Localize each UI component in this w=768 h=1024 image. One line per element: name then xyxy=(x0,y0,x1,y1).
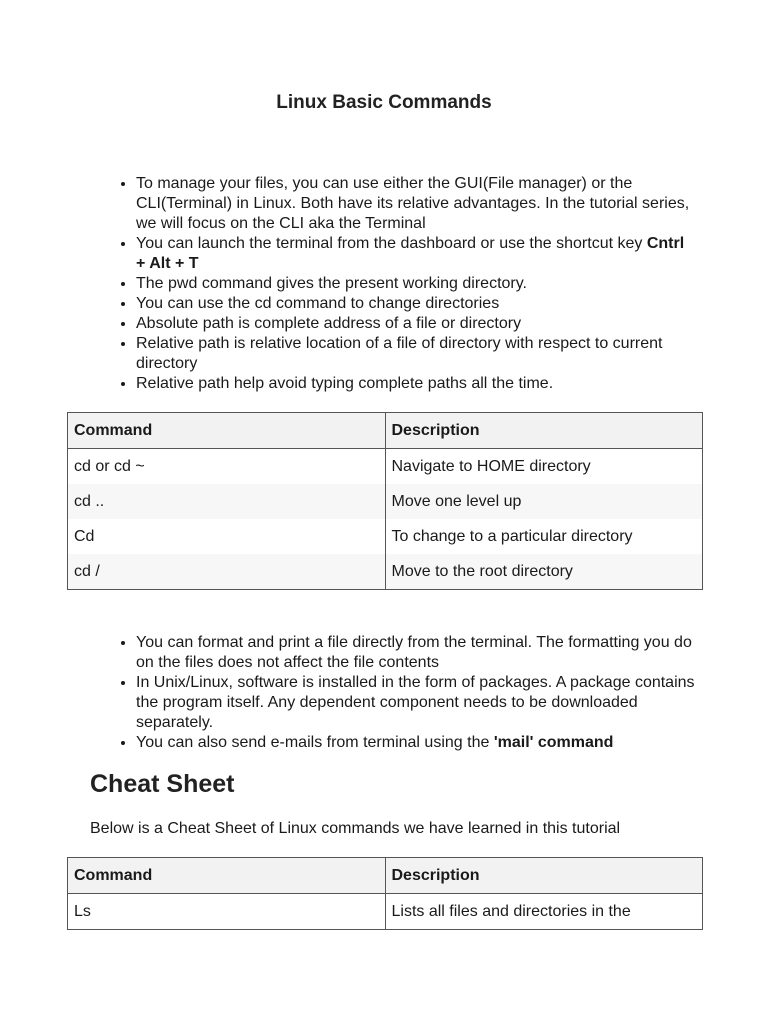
column-header-description: Description xyxy=(385,858,703,894)
tips-bullet-list xyxy=(110,633,696,753)
command-cell: cd or cd ~ xyxy=(68,449,386,485)
list-item: • To manage your files, you can use either the GUI(File manager) or the CLI(Terminal) in Linux. Both have its relative advantages. In the tutorial series, we will focus on the CLI aka the Terminal xyxy=(136,174,696,234)
table-header-row xyxy=(68,858,703,894)
command-cell: Ls xyxy=(68,894,386,930)
description-cell: Move to the root directory xyxy=(385,554,703,590)
column-header-command: Command xyxy=(68,413,386,449)
shortcut-keys: Cntrl + Alt + T xyxy=(136,235,685,272)
description-cell: To change to a particular directory xyxy=(385,519,703,554)
list-item: • Relative path is relative location of a file of directory with respect to current directory xyxy=(136,334,696,374)
cheat-sheet-intro: Below is a Cheat Sheet of Linux commands we have learned in this tutorial xyxy=(90,820,621,837)
command-cell: cd .. xyxy=(68,484,386,519)
table-header-row xyxy=(68,413,703,449)
description-cell: Move one level up xyxy=(385,484,703,519)
list-item: • The pwd command gives the present working directory. xyxy=(136,274,696,294)
intro-bullet-list xyxy=(110,174,696,394)
column-header-command: Command xyxy=(68,858,386,894)
mail-command: 'mail' command xyxy=(493,734,614,751)
list-item: • Relative path help avoid typing complete paths all the time. xyxy=(136,374,696,394)
table-row xyxy=(68,554,703,590)
list-item: • In Unix/Linux, software is installed in the form of packages. A package contains the program itself. Any dependent component needs to be downloaded separately. xyxy=(136,673,696,733)
navigation-commands-table xyxy=(67,412,703,590)
description-cell: Lists all files and directories in the xyxy=(385,894,703,930)
table-row xyxy=(68,484,703,519)
list-item: • You can launch the terminal from the dashboard or use the shortcut key Cntrl + Alt + T xyxy=(136,234,696,274)
list-item: • You can format and print a file directly from the terminal. The formatting you do on the files does not affect the file contents xyxy=(136,633,696,673)
table-row xyxy=(68,894,703,930)
table-row xyxy=(68,449,703,485)
column-header-description: Description xyxy=(385,413,703,449)
description-cell: Navigate to HOME directory xyxy=(385,449,703,485)
cheat-sheet-table xyxy=(67,857,703,930)
table-row xyxy=(68,519,703,554)
list-item: • You can use the cd command to change directories xyxy=(136,294,696,314)
command-cell: Cd xyxy=(68,519,386,554)
list-item: • You can also send e-mails from terminal using the 'mail' command xyxy=(136,733,696,753)
page-title: Linux Basic Commands xyxy=(276,92,492,113)
cheat-sheet-heading: Cheat Sheet xyxy=(90,770,235,798)
list-item: • Absolute path is complete address of a file or directory xyxy=(136,314,696,334)
command-cell: cd / xyxy=(68,554,386,590)
